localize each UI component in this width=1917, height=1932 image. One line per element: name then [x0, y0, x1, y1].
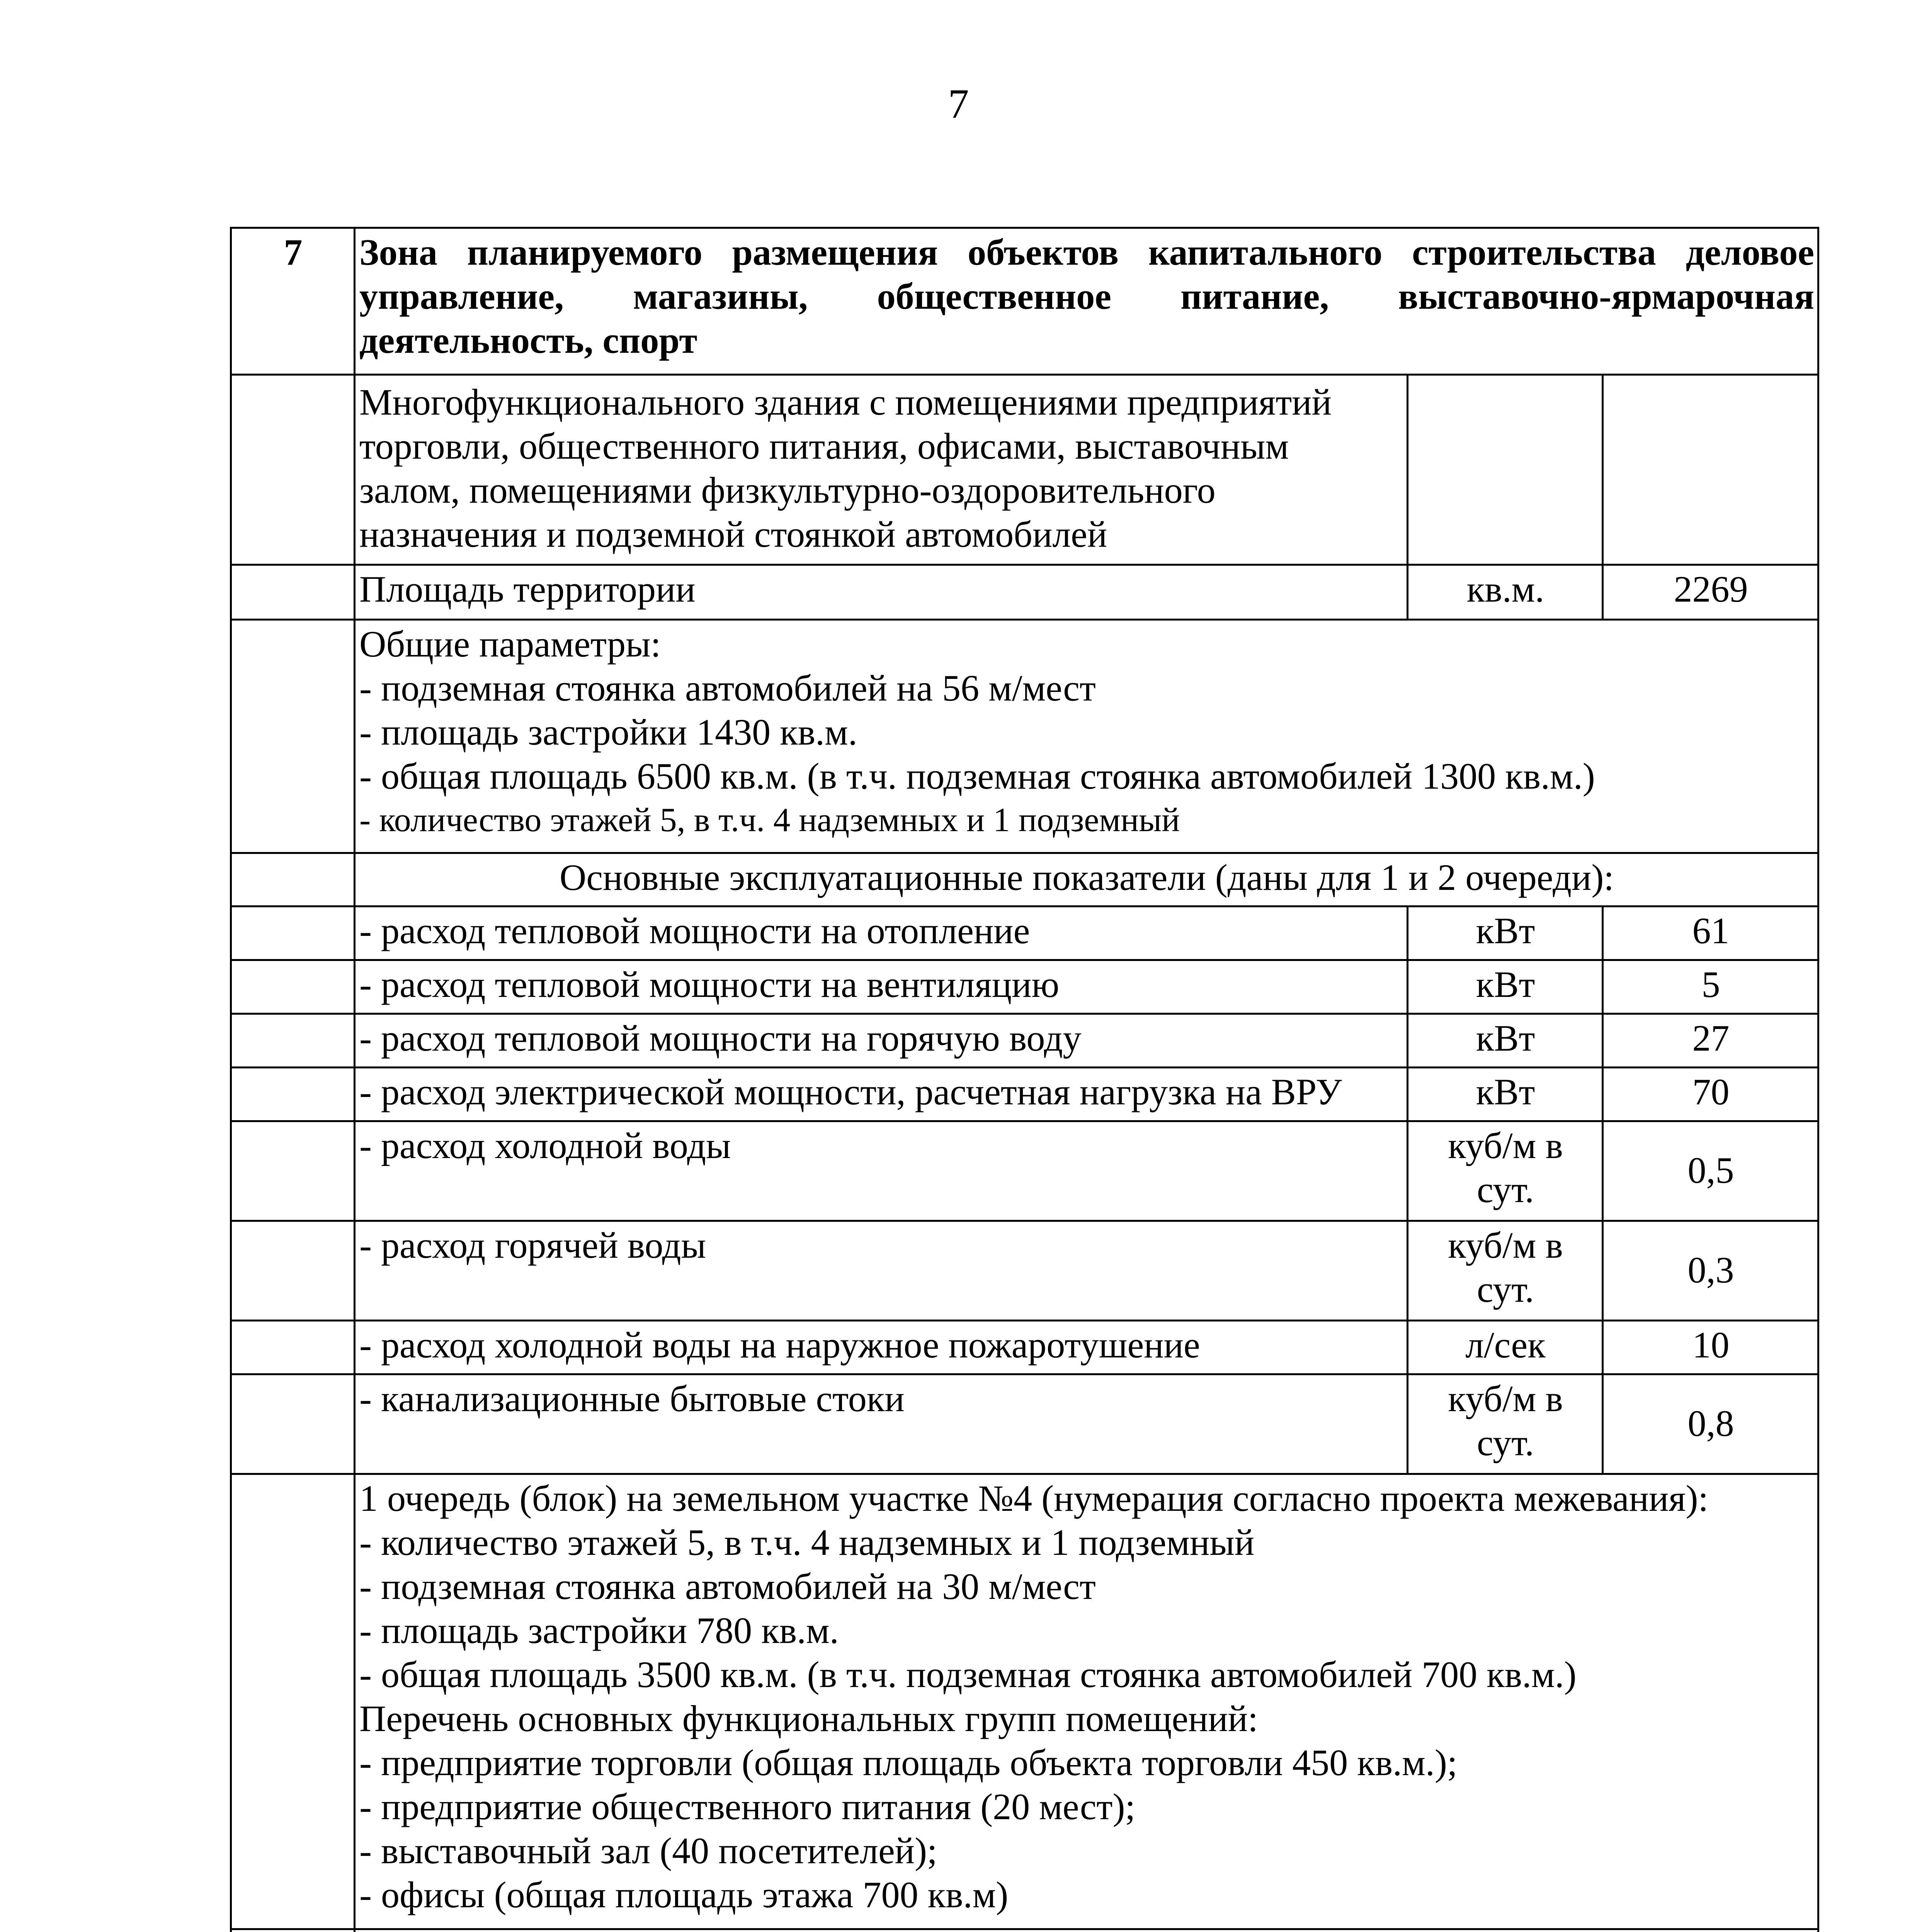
indicator-label: - расход тепловой мощности на горячую воду [355, 1014, 1408, 1068]
general-params [355, 620, 1818, 853]
text-line: - общая площадь 3500 кв.м. (в т.ч. подземная стоянка автомобилей 700 кв.м.) [359, 1654, 1577, 1695]
text-line: - офисы (общая площадь этажа 700 кв.м) [359, 1874, 1009, 1915]
text-line: - количество этажей 5, в т.ч. 4 надземных и 1 подземный [359, 1522, 1255, 1563]
text-line: торговли, общественного питания, офисами, выставочным [359, 425, 1289, 467]
stage2-row [231, 1929, 1818, 1932]
empty-cell [231, 853, 355, 906]
unit-line: куб/м в [1448, 1125, 1563, 1166]
text-line: Перечень основных функциональных групп помещений: [359, 1698, 1258, 1739]
unit-line: сут. [1476, 1269, 1534, 1310]
text-line: - подземная стоянка автомобилей на 30 м/мест [359, 1566, 1096, 1607]
text-line: - предприятие торговли (общая площадь объекта торговли 450 кв.м.); [359, 1742, 1458, 1783]
indicator-label: - канализационные бытовые стоки [355, 1374, 1408, 1474]
unit-line: куб/м в [1448, 1378, 1563, 1419]
text-line: - количество этажей 5, в т.ч. 4 надземных и 1 подземный [359, 801, 1180, 839]
territory-row [231, 565, 1818, 620]
zone-number: 7 [231, 228, 355, 375]
empty-cell [231, 1121, 355, 1221]
indicator-row [231, 1221, 1818, 1321]
empty-cell [231, 375, 355, 565]
stage1-description [355, 1474, 1818, 1929]
empty-cell [231, 1374, 355, 1474]
empty-cell [231, 1014, 355, 1068]
stage1-row [231, 1474, 1818, 1929]
empty-cell [231, 1221, 355, 1321]
text-line: залом, помещениями физкультурно-оздоровительного [359, 469, 1216, 511]
text-line: - площадь застройки 780 кв.м. [359, 1610, 839, 1651]
indicator-row [231, 1068, 1818, 1121]
indicator-label: - расход горячей воды [355, 1221, 1408, 1321]
empty-cell [1408, 375, 1603, 565]
indicator-unit [1408, 1221, 1603, 1321]
unit-line: сут. [1476, 1169, 1534, 1210]
indicator-value: 5 [1603, 960, 1818, 1014]
empty-cell [1603, 375, 1818, 565]
text-line: - выставочный зал (40 посетителей); [359, 1830, 937, 1871]
indicator-unit: л/сек [1408, 1321, 1603, 1374]
zone-header-row [231, 228, 1818, 375]
stage2-description [355, 1929, 1818, 1932]
indicator-label: - расход тепловой мощности на отопление [355, 906, 1408, 960]
building-description [355, 375, 1408, 565]
building-row [231, 375, 1818, 565]
territory-unit: кв.м. [1408, 565, 1603, 620]
text-line: - общая площадь 6500 кв.м. (в т.ч. подземная стоянка автомобилей 1300 кв.м.) [359, 755, 1595, 797]
unit-line: сут. [1476, 1422, 1534, 1463]
indicators-header-row [231, 853, 1818, 906]
empty-cell [231, 1474, 355, 1929]
indicator-value: 27 [1603, 1014, 1818, 1068]
indicator-label: - расход холодной воды на наружное пожаротушение [355, 1321, 1408, 1374]
territory-value: 2269 [1603, 565, 1818, 620]
zone-title: Зона планируемого размещения объектов капитального строительства деловое управление, магазины, общественное питание, выставочно-ярмарочная деятельность, спорт [355, 228, 1818, 375]
indicator-value: 70 [1603, 1068, 1818, 1121]
indicator-row [231, 906, 1818, 960]
empty-cell [231, 565, 355, 620]
indicator-value: 0,5 [1603, 1121, 1818, 1221]
empty-cell [231, 1929, 355, 1932]
territory-label: Площадь территории [355, 565, 1408, 620]
indicator-row [231, 1321, 1818, 1374]
text-line: назначения и подземной стоянкой автомобилей [359, 514, 1107, 555]
indicator-value: 0,3 [1603, 1221, 1818, 1321]
indicator-label: - расход электрической мощности, расчетная нагрузка на ВРУ [355, 1068, 1408, 1121]
indicator-label: - расход холодной воды [355, 1121, 1408, 1221]
unit-line: куб/м в [1448, 1225, 1563, 1266]
text-line: 1 очередь (блок) на земельном участке №4 (нумерация согласно проекта межевания): [359, 1478, 1709, 1519]
indicator-unit [1408, 1121, 1603, 1221]
indicator-row [231, 1014, 1818, 1068]
indicator-row [231, 960, 1818, 1014]
general-params-row [231, 620, 1818, 853]
indicator-unit: кВт [1408, 906, 1603, 960]
text-line: - предприятие общественного питания (20 мест); [359, 1786, 1136, 1827]
indicators-header: Основные эксплуатационные показатели (даны для 1 и 2 очереди): [355, 853, 1818, 906]
text-line: - площадь застройки 1430 кв.м. [359, 711, 857, 753]
empty-cell [231, 960, 355, 1014]
indicator-unit: кВт [1408, 1068, 1603, 1121]
empty-cell [231, 906, 355, 960]
empty-cell [231, 620, 355, 853]
indicator-label: - расход тепловой мощности на вентиляцию [355, 960, 1408, 1014]
text-line: Многофункционального здания с помещениями предприятий [359, 381, 1332, 423]
text-line: Общие параметры: [359, 623, 661, 665]
indicator-row [231, 1121, 1818, 1221]
indicator-unit [1408, 1374, 1603, 1474]
text-line: - подземная стоянка автомобилей на 56 м/мест [359, 667, 1096, 709]
indicator-unit: кВт [1408, 960, 1603, 1014]
indicator-value: 0,8 [1603, 1374, 1818, 1474]
empty-cell [231, 1321, 355, 1374]
indicator-value: 61 [1603, 906, 1818, 960]
page-number: 7 [948, 81, 969, 127]
zone-table [230, 227, 1819, 1932]
indicator-row [231, 1374, 1818, 1474]
indicator-unit: кВт [1408, 1014, 1603, 1068]
empty-cell [231, 1068, 355, 1121]
indicator-value: 10 [1603, 1321, 1818, 1374]
